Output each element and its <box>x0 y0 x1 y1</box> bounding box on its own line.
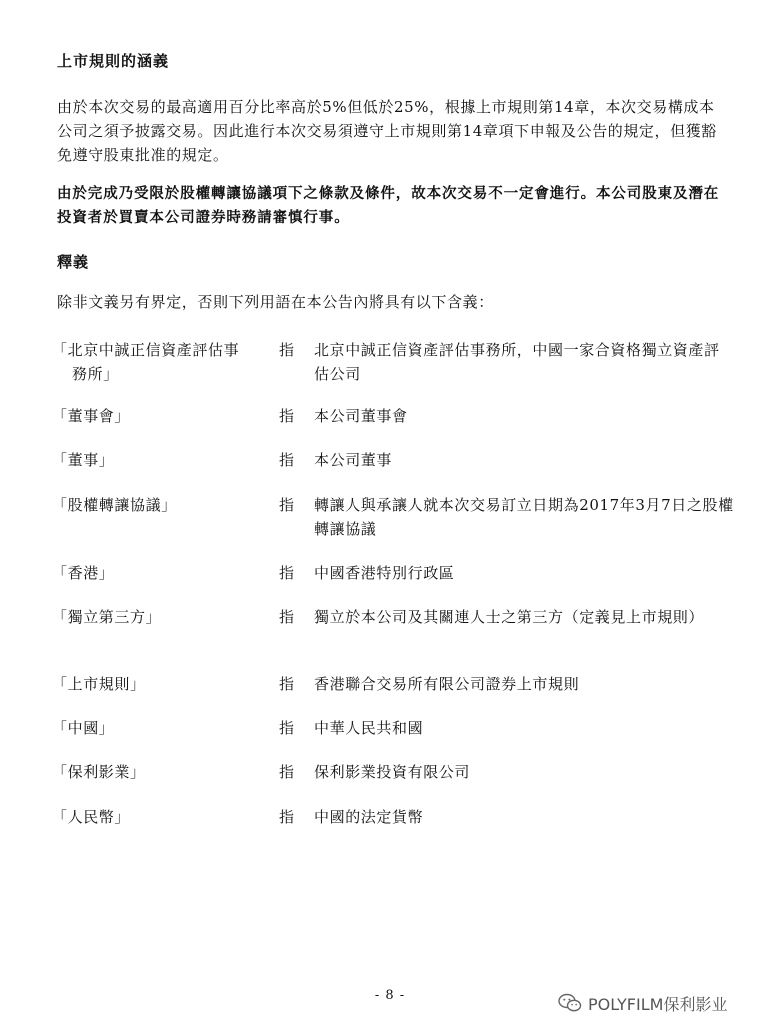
definition-description: 獨立於本公司及其關連人士之第三方（定義見上市規則） <box>314 608 705 626</box>
section-heading-definitions: 釋義 <box>57 253 90 271</box>
section-heading-listing-rules: 上市規則的涵義 <box>57 52 170 70</box>
definition-term: 「董事」 <box>52 451 115 469</box>
definition-description: 保利影業投資有限公司 <box>314 763 471 781</box>
definition-description: 中華人民共和國 <box>314 719 424 737</box>
definition-description: 中國香港特別行政區 <box>314 564 455 582</box>
definition-term-line: 「北京中誠正信資產評估事 <box>52 341 240 359</box>
page-number: - 8 - <box>374 988 406 1003</box>
definition-term <box>52 338 267 386</box>
definition-term: 「上市規則」 <box>52 675 146 693</box>
definition-description: 本公司董事 <box>314 451 393 469</box>
definition-means: 指 <box>279 407 295 425</box>
definitions-intro: 除非文義另有界定，否則下列用語在本公告內將具有以下含義： <box>57 293 494 311</box>
watermark-text: POLYFILM保利影业 <box>588 994 728 1014</box>
definition-means: 指 <box>279 496 295 514</box>
definition-description: 本公司董事會 <box>314 407 408 425</box>
listing-rules-paragraph: 由於本次交易的最高適用百分比率高於5%但低於25%，根據上市規則第14章，本次交易構成本公司之須予披露交易。因此進行本次交易須遵守上市規則第14章項下申報及公告的規定，但獲豁免遵守股東批准的規定。 <box>57 98 717 164</box>
warning-paragraph: 由於完成乃受限於股權轉讓協議項下之條款及條件，故本次交易不一定會進行。本公司股東及潛在投資者於買賣本公司證券時務請審慎行事。 <box>57 186 720 226</box>
definition-means: 指 <box>279 341 295 359</box>
definition-term-line: 務所」 <box>72 365 119 383</box>
definition-means: 指 <box>279 763 295 781</box>
definition-term: 「保利影業」 <box>52 763 146 781</box>
definition-term: 「香港」 <box>52 564 115 582</box>
definition-term: 「獨立第三方」 <box>52 608 162 626</box>
definition-term: 「人民幣」 <box>52 808 131 826</box>
definition-term: 「中國」 <box>52 719 115 737</box>
definition-means: 指 <box>279 564 295 582</box>
definition-term: 「股權轉讓協議」 <box>52 496 177 514</box>
definition-means: 指 <box>279 719 295 737</box>
definition-description: 北京中誠正信資產評估事務所，中國一家合資格獨立資產評估公司 <box>314 341 720 383</box>
definition-means: 指 <box>279 675 295 693</box>
definition-means: 指 <box>279 608 295 626</box>
definition-description: 中國的法定貨幣 <box>314 808 424 826</box>
wechat-icon <box>558 993 582 1013</box>
definition-description: 香港聯合交易所有限公司證券上市規則 <box>314 675 580 693</box>
watermark <box>558 990 727 1016</box>
definition-means: 指 <box>279 808 295 826</box>
definition-means: 指 <box>279 451 295 469</box>
definition-description: 轉讓人與承讓人就本次交易訂立日期為2017年3月7日之股權轉讓協議 <box>314 496 734 538</box>
definition-term: 「董事會」 <box>52 407 131 425</box>
